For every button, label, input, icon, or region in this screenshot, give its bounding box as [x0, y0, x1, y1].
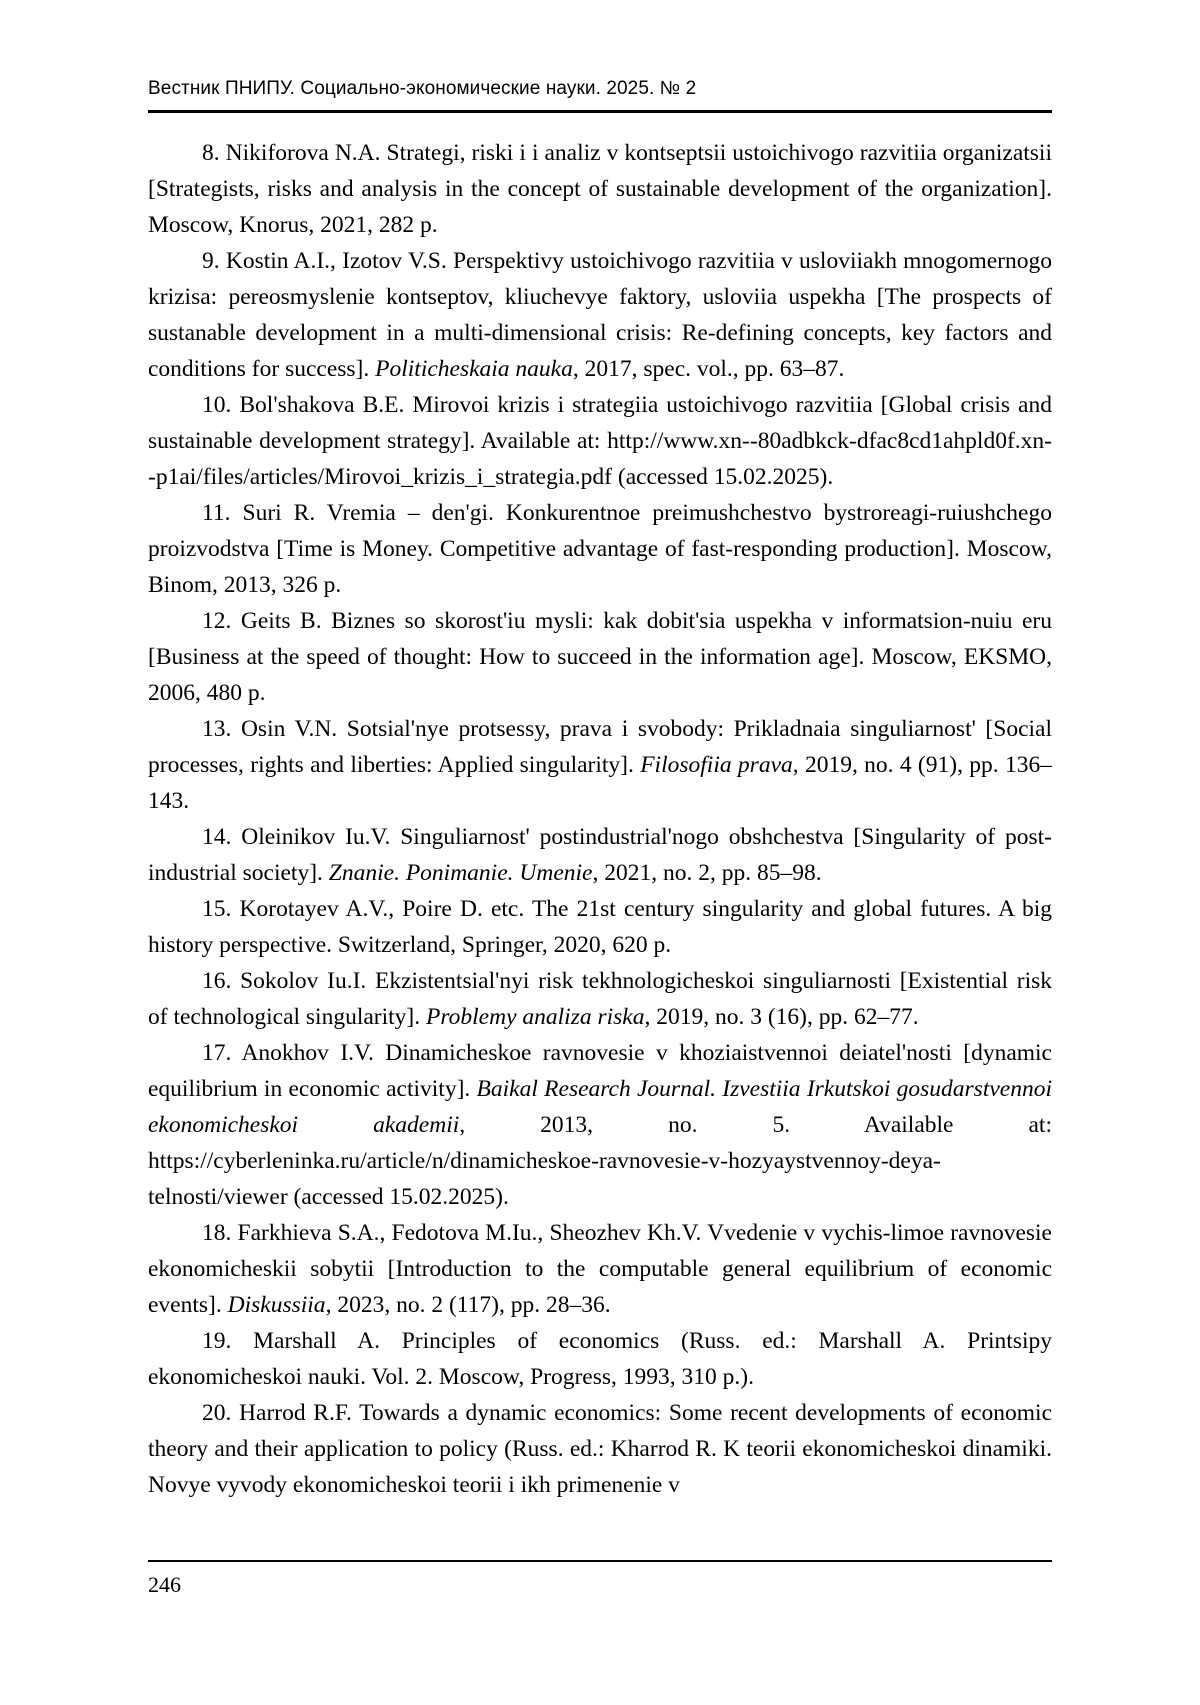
reference-source-title: Baikal Research Journal. Izvestiia Irkutskoi gosudarstvennoi ekonomicheskoi akademii [148, 1076, 1052, 1138]
running-header: Вестник ПНИПУ. Социально-экономические науки. 2025. № 2 [148, 78, 697, 99]
reference-text-post: , 2017, spec. vol., pp. 63–87. [572, 356, 845, 382]
reference-text-pre: 18. Farkhieva S.A., Fedotova M.Iu., Sheozhev Kh.V. Vvedenie v vychis-limoe ravnovesie ekonomicheskii sobytii [Introduction to the computable general equilibrium of economic events]. [148, 1220, 1052, 1318]
reference-text: 19. Marshall A. Principles of economics (Russ. ed.: Marshall A. Printsipy ekonomicheskoi nauki. Vol. 2. Moscow, Progress, 1993, 310 p.). [148, 1328, 1052, 1390]
reference-item [148, 891, 1052, 963]
reference-item [148, 243, 1052, 387]
reference-item [148, 1323, 1052, 1395]
reference-item [148, 819, 1052, 891]
reference-text: 20. Harrod R.F. Towards a dynamic economics: Some recent developments of economic theory and their application to policy (Russ. ed.: Kharrod R. K teorii ekonomicheskoi dinamiki. Novye vyvody ekonomicheskoi teorii i ikh primenenie v [148, 1400, 1052, 1498]
reference-text-pre: 9. Kostin A.I., Izotov V.S. Perspektivy ustoichivogo razvitiia v usloviiakh mnogomernogo krizisa: pereosmyslenie kontseptov, kliuchevye faktory, usloviia uspekha [The prospects of sustanable development in a multi-dimensional crisis: Re-defining concepts, key factors and conditions for success]. [148, 248, 1052, 382]
reference-text: 12. Geits B. Biznes so skorost'iu mysli: kak dobit'sia uspekha v informatsion-nuiu eru [Business at the speed of thought: How to succeed in the information age]. Moscow, EKSMO, 2006, 480 p. [148, 608, 1052, 706]
reference-source-title: Politicheskaia nauka [375, 356, 573, 382]
reference-source-title: Znanie. Ponimanie. Umenie [328, 860, 593, 886]
reference-source-title: Filosofiia prava [640, 752, 793, 778]
reference-text-post: , 2021, no. 2, pp. 85–98. [592, 860, 822, 886]
reference-item [148, 1215, 1052, 1323]
reference-text: 10. Bol'shakova B.E. Mirovoi krizis i strategiia ustoichivogo razvitiia [Global crisis and sustainable development strategy]. Available at: http://www.xn--80adbkck-dfac8cd1ahpld0f.xn--p1ai/files/articles/Mirovoi_krizis_i_strategia.pdf (accessed 15.02.2025). [148, 392, 1052, 490]
reference-item [148, 603, 1052, 711]
reference-item [148, 711, 1052, 819]
reference-item [148, 135, 1052, 243]
reference-item [148, 495, 1052, 603]
references-list [148, 135, 1052, 1503]
reference-text-post: , 2013, no. 5. Available at: https://cyberleninka.ru/article/n/dinamicheskoe-ravnovesie-v-hozyaystvennoy-deya-telnosti/viewer (accessed 15.02.2025). [148, 1112, 1052, 1210]
reference-item [148, 1395, 1052, 1503]
reference-item [148, 1035, 1052, 1215]
reference-text-post: , 2023, no. 2 (117), pp. 28–36. [325, 1292, 611, 1318]
reference-text-pre: 13. Osin V.N. Sotsial'nye protsessy, prava i svobody: Prikladnaia singuliarnost' [Social processes, rights and liberties: Applied singularity]. [148, 716, 1052, 778]
reference-item [148, 963, 1052, 1035]
reference-text: 11. Suri R. Vremia – den'gi. Konkurentnoe preimushchestvo bystroreagi-ruiushchego proizvodstva [Time is Money. Competitive advantage of fast-responding production]. Moscow, Binom, 2013, 326 p. [148, 500, 1052, 598]
reference-item [148, 387, 1052, 495]
footer-divider [148, 1560, 1052, 1562]
reference-text-pre: 16. Sokolov Iu.I. Ekzistentsial'nyi risk tekhnologicheskoi singuliarnosti [Existential risk of technological singularity]. [148, 968, 1052, 1030]
reference-text-pre: 17. Anokhov I.V. Dinamicheskoe ravnovesie v khoziaistvennoi deiatel'nosti [dynamic equilibrium in economic activity]. [148, 1040, 1052, 1102]
reference-source-title: Problemy analiza riska [426, 1004, 645, 1030]
reference-text: 8. Nikiforova N.A. Strategi, riski i i analiz v kontseptsii ustoichivogo razvitiia organizatsii [Strategists, risks and analysis in the concept of sustainable development of the organization]. Moscow, Knorus, 2021, 282 p. [148, 140, 1052, 238]
page-number: 246 [148, 1572, 181, 1597]
reference-text-pre: 14. Oleinikov Iu.V. Singuliarnost' postindustrial'nogo obshchestva [Singularity of post-industrial society]. [148, 824, 1052, 886]
reference-source-title: Diskussiia [227, 1292, 326, 1318]
reference-text-post: , 2019, no. 4 (91), pp. 136–143. [148, 752, 1052, 814]
reference-text: 15. Korotayev A.V., Poire D. etc. The 21st century singularity and global futures. A big history perspective. Switzerland, Springer, 2020, 620 p. [148, 896, 1052, 958]
header-divider [148, 110, 1052, 113]
reference-text-post: , 2019, no. 3 (16), pp. 62–77. [644, 1004, 919, 1030]
